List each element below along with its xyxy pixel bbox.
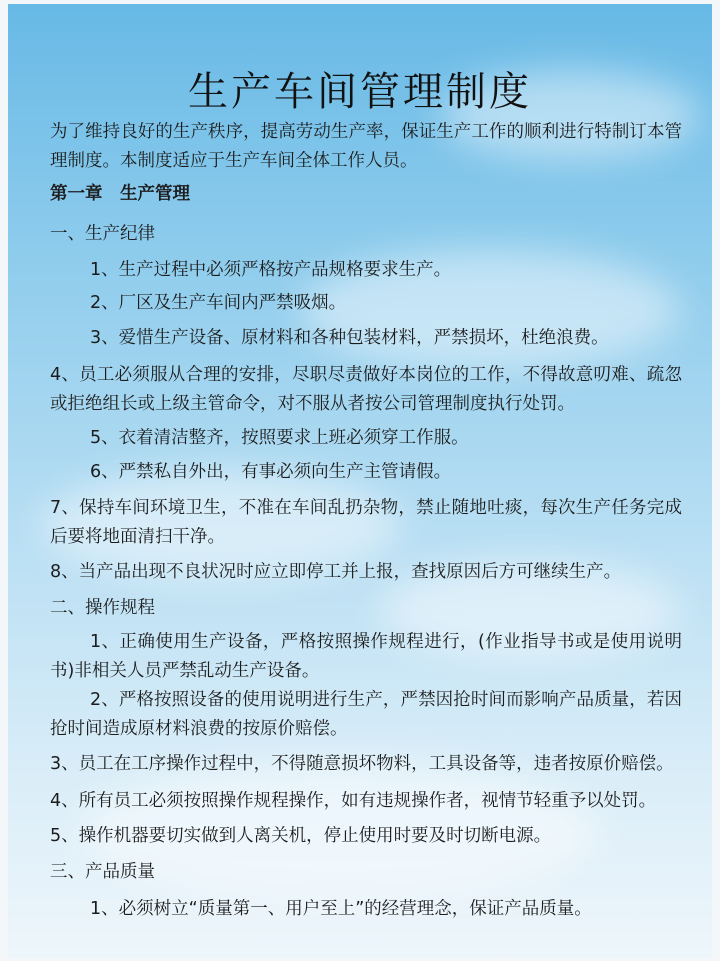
discipline-item: 7、保持车间环境卫生，不准在车间乱扔杂物，禁止随地吐痰，每次生产任务完成后要将地面清扫干净。 [50,498,682,547]
operation-item: 4、所有员工必须按照操作规程操作，如有违规操作者，视情节轻重予以处罚。 [50,791,657,811]
section-heading-operation: 二、操作规程 [50,598,155,618]
discipline-item: 5、衣着清洁整齐，按照要求上班必须穿工作服。 [90,428,469,448]
discipline-item: 3、爱惜生产设备、原材料和各种包装材料，严禁损坏，杜绝浪费。 [90,328,609,348]
operation-item: 3、员工在工序操作过程中，不得随意损坏物料，工具设备等，违者按原价赔偿。 [50,754,674,774]
section-heading-quality: 三、产品质量 [50,862,155,882]
page-title: 生产车间管理制度 [188,69,532,115]
quality-item: 1、必须树立“质量第一、用户至上”的经营理念，保证产品质量。 [90,899,592,919]
operation-item: 1、正确使用生产设备，严格按照操作规程进行，(作业指导书或是使用说明书)非相关人员严禁乱动生产设备。 [50,632,682,681]
operation-item: 5、操作机器要切实做到人离关机，停止使用时要及时切断电源。 [50,826,552,846]
chapter-heading: 第一章 生产管理 [50,184,190,204]
discipline-item: 4、员工必须服从合理的安排，尽职尽责做好本岗位的工作，不得故意叨难、疏忽或拒绝组长或上级主管命令，对不服从者按公司管理制度执行处罚。 [50,365,682,414]
section-heading-discipline: 一、生产纪律 [50,224,155,244]
discipline-item: 2、厂区及生产车间内严禁吸烟。 [90,293,347,313]
intro-paragraph: 为了维持良好的生产秩序，提高劳动生产率，保证生产工作的顺利进行特制订本管理制度。本制度适应于生产车间全体工作人员。 [50,122,682,171]
discipline-item: 6、严禁私自外出，有事必须向生产主管请假。 [90,462,452,482]
operation-item: 2、严格按照设备的使用说明进行生产，严禁因抢时间而影响产品质量，若因抢时间造成原材料浪费的按原价赔偿。 [50,690,682,739]
discipline-item: 8、当产品出现不良状况时应立即停工并上报，查找原因后方可继续生产。 [50,562,622,582]
discipline-item: 1、生产过程中必须严格按产品规格要求生产。 [90,260,452,280]
